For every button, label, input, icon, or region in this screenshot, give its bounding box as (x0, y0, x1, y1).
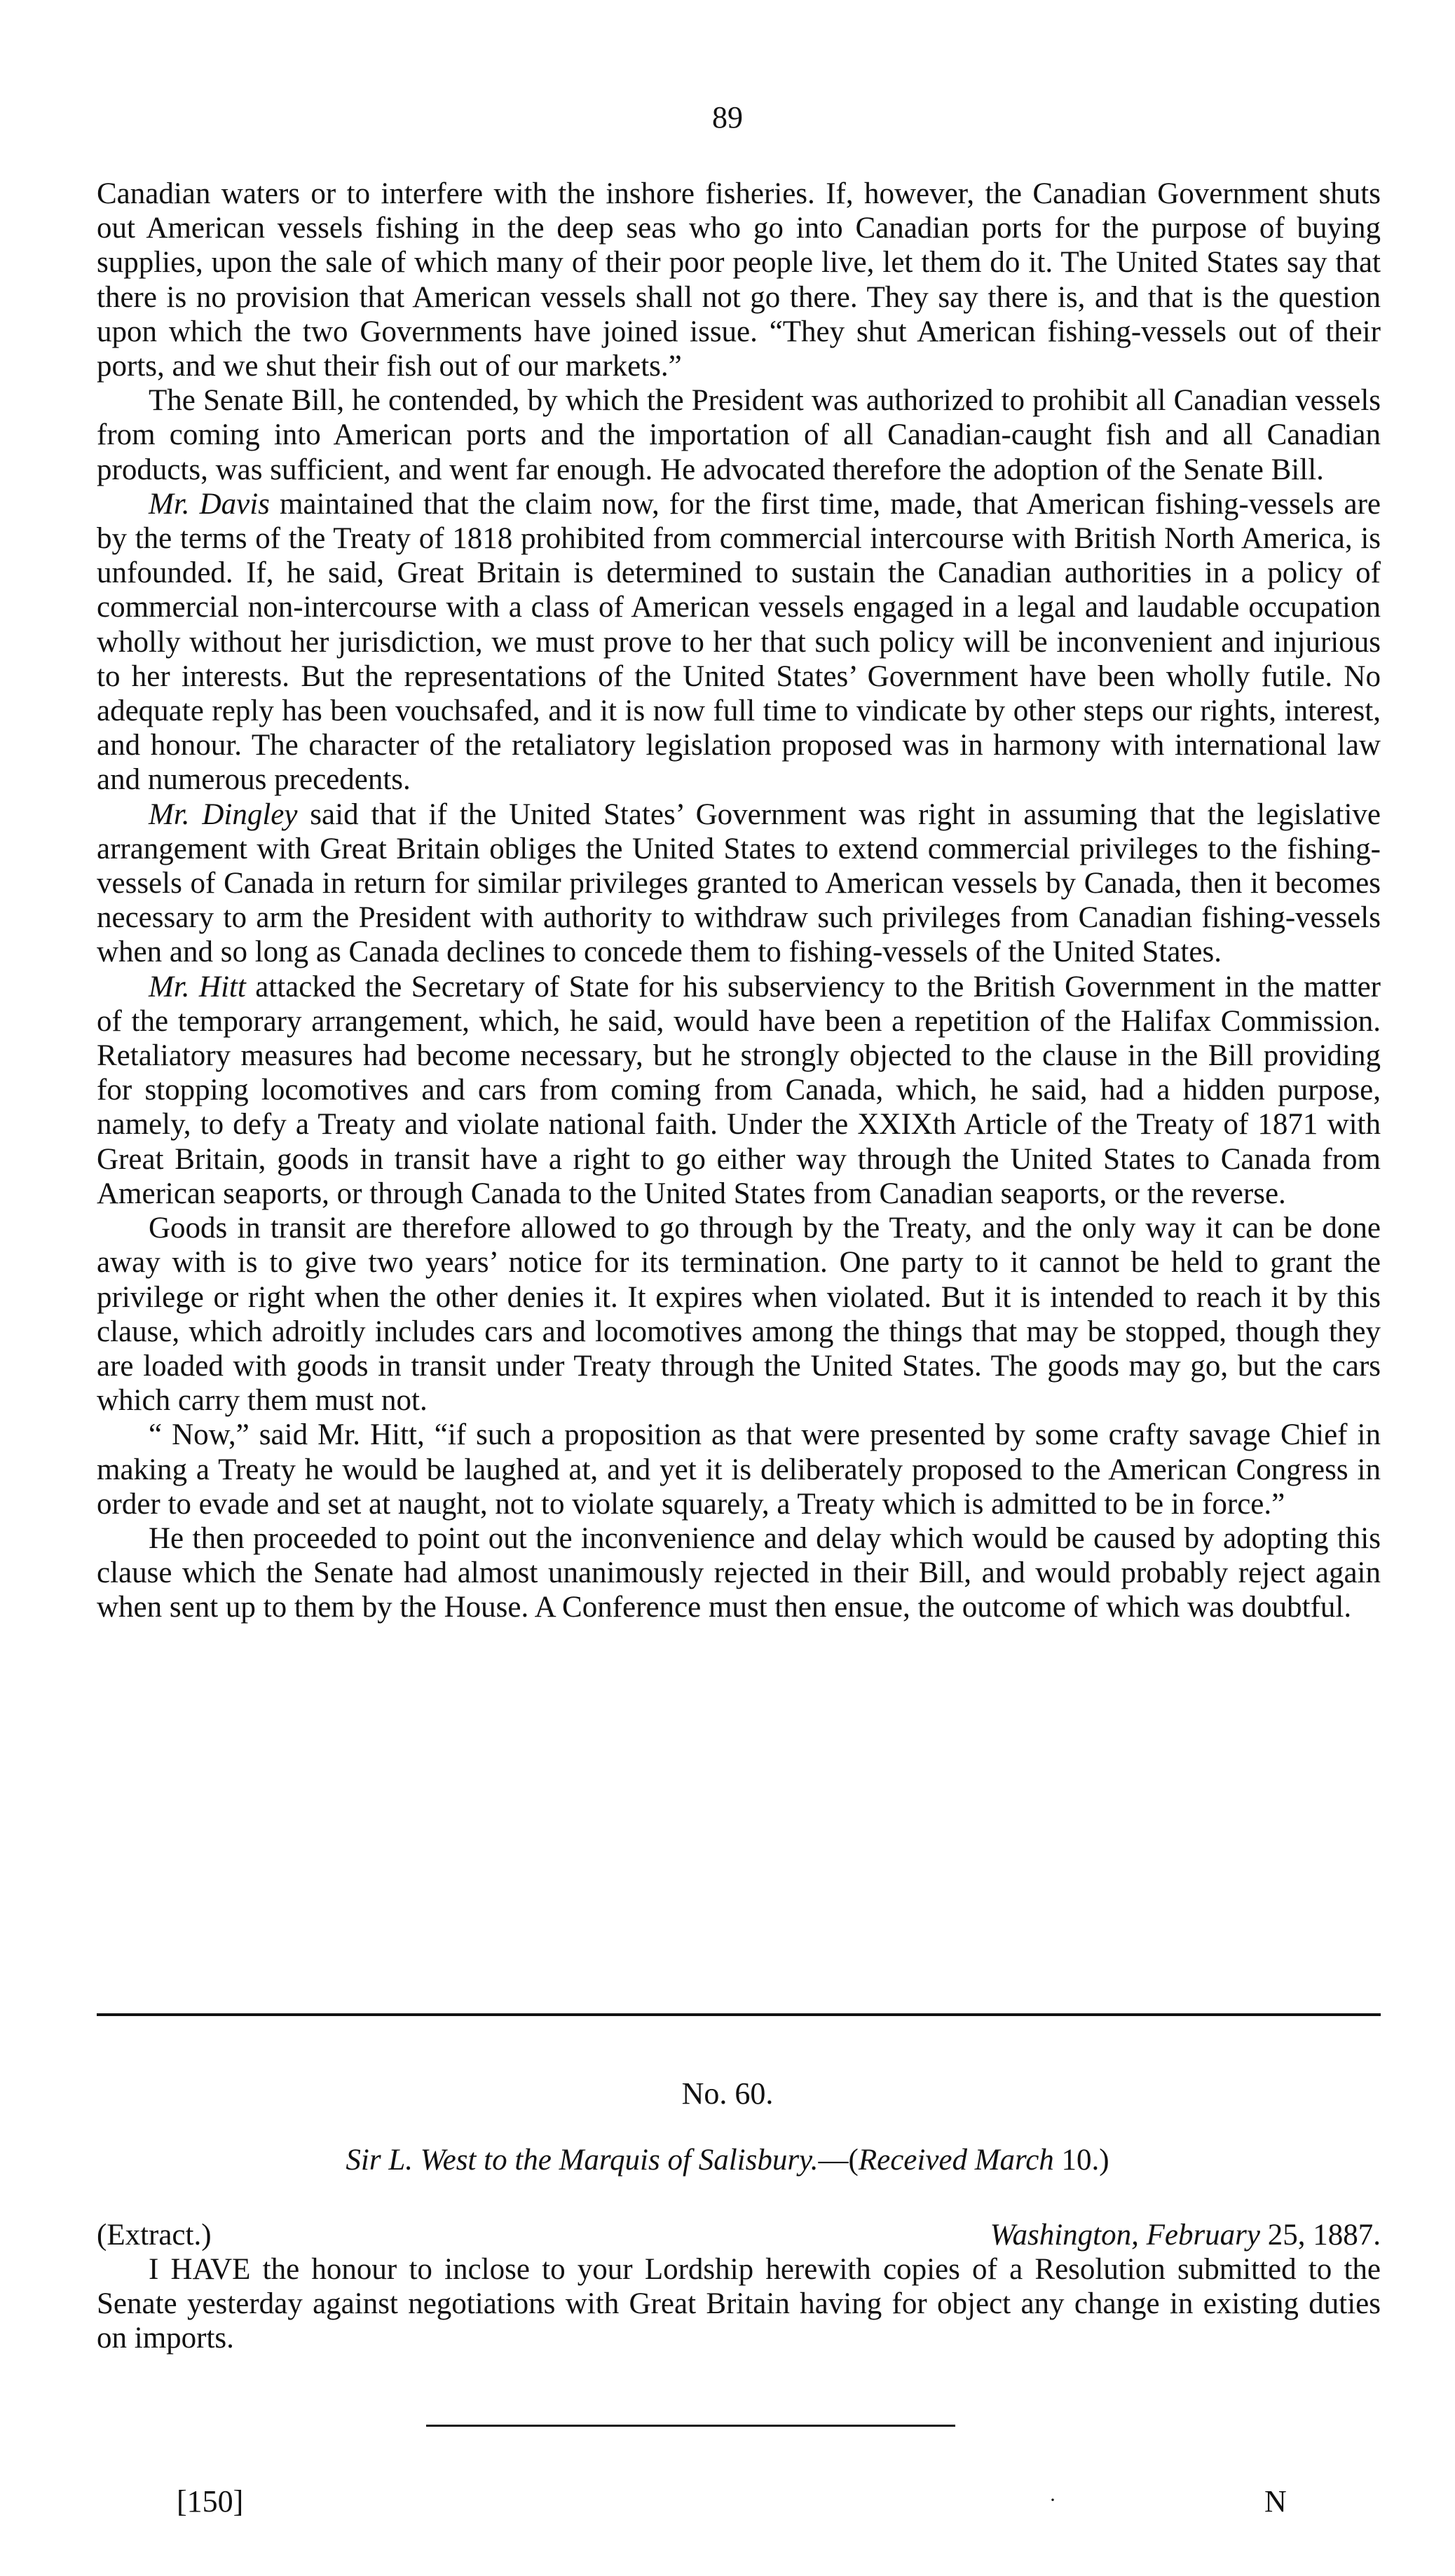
paragraph-8 (97, 1521, 1381, 1625)
paragraph-3 (97, 487, 1381, 797)
heading-dash: —( (818, 2144, 859, 2177)
extract-line (97, 2218, 1381, 2252)
closing-divider (426, 2425, 955, 2427)
heading-received-date: 10.) (1053, 2144, 1109, 2177)
gathering-letter: N (1264, 2484, 1287, 2519)
printer-signature: [150] (177, 2484, 244, 2519)
main-text (97, 177, 1381, 1625)
speaker-name: Mr. Dingley (149, 797, 298, 831)
speaker-name: Mr. Hitt (149, 970, 246, 1003)
paragraph-6 (97, 1211, 1381, 1418)
paragraph-4 (97, 797, 1381, 970)
paragraph-text: The Senate Bill, he contended, by which the President was authorized to prohibit all Canadian vessels from coming into American ports and the importation of all Canadian-caught fish and all Canadian products, was sufficient, and went far enough. He advocated therefore the adoption of the Senate Bill. (97, 384, 1381, 486)
paragraph-2 (97, 383, 1381, 487)
section-divider (97, 2013, 1381, 2016)
letter-body: I HAVE the honour to inclose to your Lordship herewith copies of a Resolution submitted to the Senate yesterday against negotiations with Great Britain having for object any change in existing duties on imports. (97, 2253, 1381, 2355)
speaker-name: Mr. Davis (149, 487, 270, 521)
footer-dot: · (1049, 2488, 1056, 2512)
extract-label: (Extract.) (97, 2219, 212, 2252)
dateline-date: 25, 1887. (1260, 2219, 1381, 2252)
paragraph-5 (97, 970, 1381, 1211)
paragraph-text: Goods in transit are therefore allowed to go through by the Treaty, and the only way it can be done away with is to give two years’ notice for its termination. One party to it cannot be held to grant the privilege or right when the other denies it. It expires when violated. But it is intended to reach it by this clause, which adroitly includes cars and locomotives among the things that may be stopped, though they are loaded with goods in transit under Treaty through the United States. The goods may go, but the cars which carry them must not. (97, 1212, 1381, 1418)
heading-correspondents: Sir L. West to the Marquis of Salisbury. (346, 2144, 819, 2177)
document-heading (0, 2141, 1455, 2180)
paragraph-text: maintained that the claim now, for the first time, made, that American fishing-vessels are by the terms of the Treaty of 1818 prohibited from commercial intercourse with British North America, is unfounded. If, he said, Great Britain is determined to sustain the Canadian authorities in a policy of commercial non-intercourse with a class of American vessels engaged in a legal and laudable occupation wholly without her jurisdiction, we must prove to her that such policy will be inconvenient and injurious to her interests. But the representations of the United States’ Government have been wholly futile. No adequate reply has been vouchsafed, and it is now full time to vindicate by other steps our rights, interest, and honour. The character of the retaliatory legislation proposed was in harmony with international law and numerous precedents. (97, 487, 1381, 797)
document-number: No. 60. (681, 2076, 774, 2111)
paragraph-text: said that if the United States’ Government was right in assuming that the legislative arrangement with Great Britain obliges the United States to extend commercial privileges to the fishing-vessels of Canada in return for similar privileges granted to American vessels by Canada, then it becomes necessary to arm the President with authority to withdraw such privileges from Canadian fishing-vessels when and so long as Canada declines to concede them to fishing-vessels of the United States. (97, 797, 1381, 969)
dateline-place: Washington, February (990, 2219, 1260, 2252)
paragraph-1 (97, 177, 1381, 383)
paragraph-text: Canadian waters or to interfere with the inshore fisheries. If, however, the Canadian Government shuts out American vessels fishing in the deep seas who go into Canadian ports for the purpose of buying supplies, upon the sale of which many of their poor people live, let them do it. The United States say that there is no provision that American vessels shall not go there. They say there is, and that is the question upon which the two Governments have joined issue. “They shut American fishing-vessels out of their ports, and we shut their fish out of our markets.” (97, 177, 1381, 383)
paragraph-text: attacked the Secretary of State for his subserviency to the British Government in the matter of the temporary arrangement, which, he said, would have been a repetition of the Halifax Commission. Retaliatory measures had become necessary, but he strongly objected to the clause in the Bill providing for stopping locomotives and cars from coming from Canada, which, he said, had a hidden purpose, namely, to defy a Treaty and violate national faith. Under the XXIXth Article of the Treaty of 1871 with Great Britain, goods in transit have a right to go either way through the United States to Canada from American seaports, or through Canada to the United States from Canadian seaports, or the reverse. (97, 970, 1381, 1210)
paragraph-text: He then proceeded to point out the inconvenience and delay which would be caused by adopting this clause which the Senate had almost unanimously rejected in their Bill, and would probably reject again when sent up to them by the House. A Conference must then ensue, the outcome of which was doubtful. (97, 1521, 1381, 1624)
dateline (990, 2218, 1381, 2252)
page-number: 89 (712, 100, 743, 135)
paragraph-7 (97, 1418, 1381, 1521)
heading-received: Received March (858, 2144, 1054, 2177)
paragraph-text: “ Now,” said Mr. Hitt, “if such a proposition as that were presented by some crafty savage Chief in making a Treaty he would be laughed at, and yet it is deliberately proposed to the American Congress in order to evade and set at naught, not to violate squarely, a Treaty which is admitted to be in force.” (97, 1418, 1381, 1521)
